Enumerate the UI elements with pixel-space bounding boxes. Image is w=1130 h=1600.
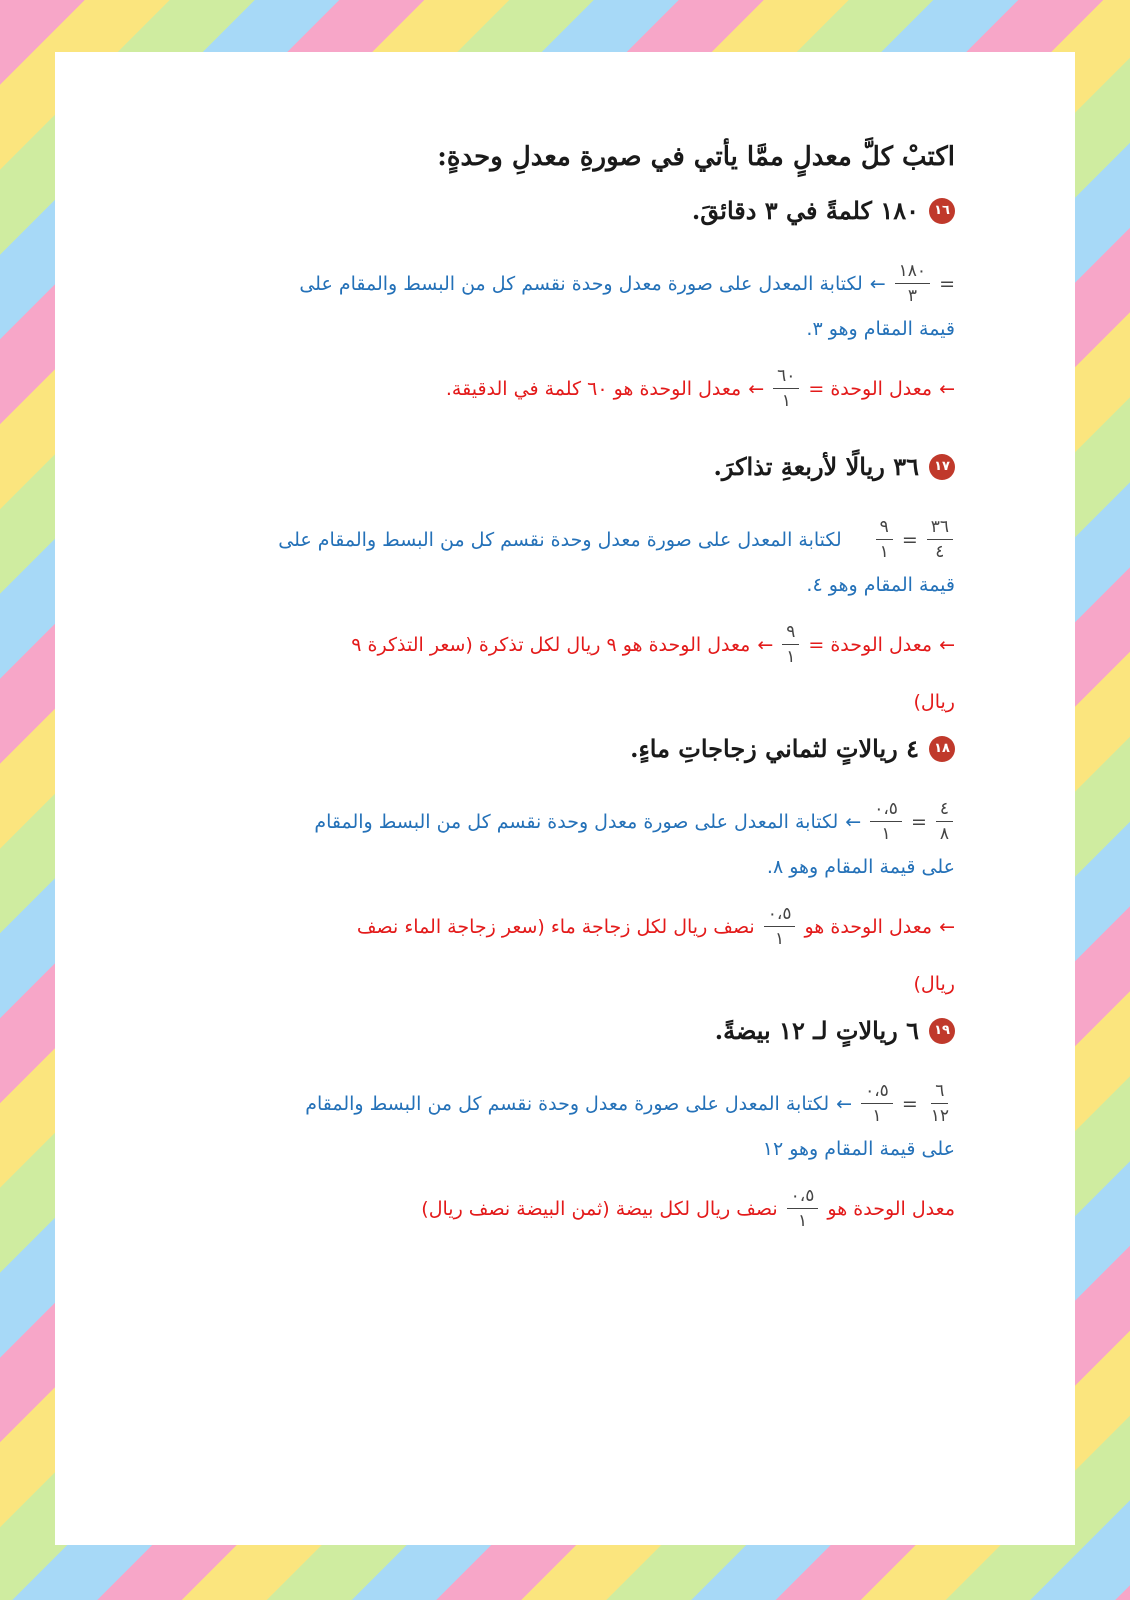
fraction-numerator: ٠،٥ — [787, 1186, 819, 1209]
step-text-continued: على قيمة المقام وهو ١٢ — [762, 1138, 955, 1160]
answer-text: معدل الوحدة هو ٦٠ كلمة في الدقيقة. — [445, 377, 742, 400]
fraction-denominator: ١ — [775, 929, 785, 949]
fraction-denominator: ١ — [881, 824, 891, 844]
answer-label: معدل الوحدة هو — [804, 915, 933, 938]
arrow-icon: ← — [757, 633, 774, 656]
problem-17-step — [185, 517, 955, 562]
problem-18-title — [185, 729, 955, 769]
step-text-continued: قيمة المقام وهو ٤. — [806, 574, 955, 596]
arrow-icon: ← — [845, 810, 862, 833]
problem-18-answer — [185, 904, 955, 949]
problem-19-answer — [185, 1186, 955, 1231]
fraction — [782, 622, 799, 667]
arrow-icon: ← — [748, 377, 765, 400]
equals-sign: = — [939, 272, 955, 295]
step-text: لكتابة المعدل على صورة معدل وحدة نقسم كل من البسط والمقام — [314, 810, 839, 833]
problem-17-step-cont — [185, 572, 955, 598]
arrow-icon: ← — [836, 1092, 853, 1115]
fraction-numerator: ٤ — [936, 799, 953, 822]
problem-16-step — [185, 261, 955, 306]
problem-16-step-cont — [185, 316, 955, 342]
fraction — [773, 366, 799, 411]
fraction-denominator: ١ — [786, 647, 796, 667]
problem-text: ٣٦ ريالًا لأربعةِ تذاكرَ. — [713, 452, 919, 481]
worksheet-content — [185, 137, 955, 1231]
fraction-denominator: ٤ — [935, 542, 945, 562]
step-text: لكتابة المعدل على صورة معدل وحدة نقسم كل من البسط والمقام على — [299, 272, 863, 295]
problem-16-title — [185, 191, 955, 231]
answer-text: نصف ريال لكل زجاجة ماء (سعر زجاجة الماء نصف — [356, 915, 755, 938]
answer-label: معدل الوحدة هو — [827, 1197, 955, 1220]
fraction-denominator: ١ — [797, 1211, 808, 1231]
arrow-icon: ← — [939, 915, 955, 938]
arrow-icon: ← — [939, 633, 955, 656]
fraction-numerator: ٠،٥ — [764, 904, 796, 927]
fraction — [876, 517, 893, 562]
problem-17-title — [185, 447, 955, 487]
fraction-numerator: ٩ — [782, 622, 799, 645]
arrow-icon: ← — [939, 377, 955, 400]
fraction-numerator: ٠،٥ — [861, 1081, 893, 1104]
fraction-denominator: ١٢ — [930, 1106, 949, 1126]
fraction — [927, 1081, 953, 1126]
problem-19-step — [185, 1081, 955, 1126]
page-heading: اكتبْ كلَّ معدلٍ ممَّا يأتي في صورةِ معدلِ وحدةٍ: — [437, 142, 955, 172]
fraction-numerator: ٦ — [931, 1081, 948, 1104]
equals-sign: = — [901, 1092, 918, 1115]
equals-sign: = — [910, 810, 927, 833]
step-text-continued: على قيمة المقام وهو ٨. — [766, 856, 955, 878]
fraction — [870, 799, 902, 844]
problem-text: ٦ ريالاتٍ لـ ١٢ بيضةً. — [714, 1016, 919, 1045]
answer-label: معدل الوحدة = — [808, 633, 933, 656]
fraction-denominator: ١ — [781, 391, 791, 411]
fraction-numerator: ٣٦ — [927, 517, 953, 540]
problem-18-step — [185, 799, 955, 844]
answer-text: نصف ريال لكل بيضة (ثمن البيضة نصف ريال) — [421, 1197, 778, 1220]
problem-number-badge: ١٦ — [929, 198, 955, 224]
problem-number-badge: ١٨ — [929, 736, 955, 762]
problem-18-step-cont — [185, 854, 955, 880]
fraction — [895, 261, 930, 306]
equals-sign: = — [901, 528, 918, 551]
problem-17-answer — [185, 622, 955, 667]
fraction — [861, 1081, 893, 1126]
fraction-numerator: ٩ — [876, 517, 893, 540]
problem-text: ١٨٠ كلمةً في ٣ دقائقَ. — [691, 196, 919, 225]
answer-text-continued: ريال) — [913, 973, 955, 995]
fraction — [936, 799, 953, 844]
fraction — [787, 1186, 819, 1231]
problem-19-title — [185, 1011, 955, 1051]
fraction — [927, 517, 953, 562]
step-text: لكتابة المعدل على صورة معدل وحدة نقسم كل من البسط والمقام على — [278, 528, 842, 551]
answer-text: معدل الوحدة هو ٩ ريال لكل تذكرة (سعر التذكرة ٩ — [351, 633, 751, 656]
arrow-icon: ← — [869, 272, 886, 295]
fraction-denominator: ٣ — [907, 286, 917, 306]
problem-text: ٤ ريالاتٍ لثماني زجاجاتِ ماءٍ. — [630, 734, 919, 763]
fraction-denominator: ٨ — [939, 824, 949, 844]
step-text-continued: قيمة المقام وهو ٣. — [806, 318, 955, 340]
step-text: لكتابة المعدل على صورة معدل وحدة نقسم كل من البسط والمقام — [305, 1092, 830, 1115]
fraction-numerator: ١٨٠ — [895, 261, 930, 284]
fraction-denominator: ١ — [872, 1106, 882, 1126]
fraction-denominator: ١ — [879, 542, 889, 562]
fraction-numerator: ٦٠ — [773, 366, 799, 389]
fraction — [764, 904, 796, 949]
problem-number-badge: ١٩ — [929, 1018, 955, 1044]
fraction-numerator: ٠،٥ — [870, 799, 902, 822]
problem-number-badge: ١٧ — [929, 454, 955, 480]
problem-16-answer — [185, 366, 955, 411]
problem-17-answer-cont — [185, 689, 955, 715]
worksheet-page — [55, 52, 1075, 1545]
problem-18-answer-cont — [185, 971, 955, 997]
answer-text-continued: ريال) — [913, 691, 955, 713]
answer-label: معدل الوحدة = — [808, 377, 933, 400]
problem-19-step-cont — [185, 1136, 955, 1162]
